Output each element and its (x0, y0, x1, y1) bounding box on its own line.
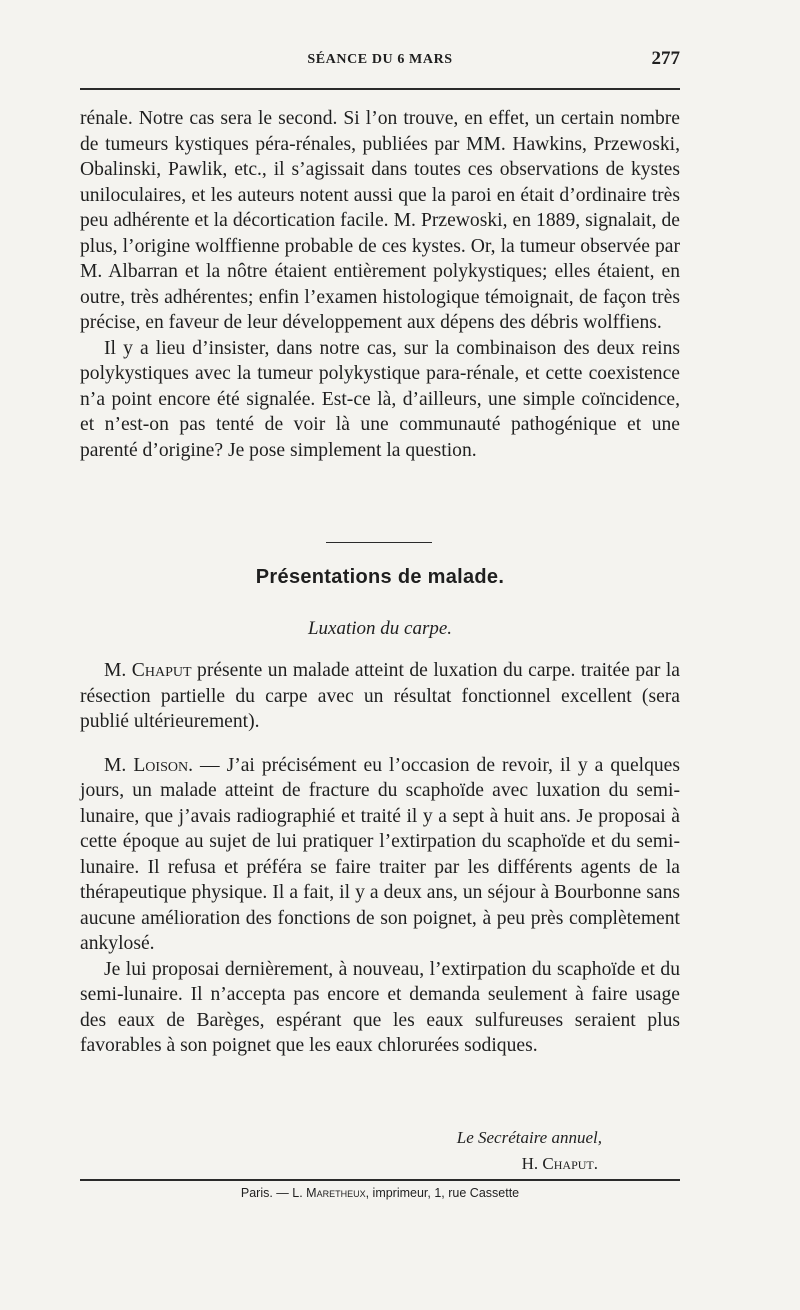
imprint-suffix: , imprimeur, 1, rue Cassette (365, 1186, 520, 1200)
signature-name: H. Chaput. (521, 1154, 598, 1173)
section-divider (326, 542, 432, 543)
paragraph-loison-continued: Je lui proposai dernièrement, à nouveau, l’extirpation du scaphoïde et du semi-lunaire. Il n’accepta pas encore et demanda seulement à faire usage des eaux de Barèges, espérant que les eaux sulfureuses seraient plus favorables à son poignet que les eaux chlorurées sodiques. (80, 958, 680, 1056)
loison-statement: — J’ai précisément eu l’occasion de revoir, il y a quelques jours, un malade atteint de fracture du scaphoïde avec luxation du semi-lunaire, que j’avais radiographié et traité il y a sept à huit ans. Je proposai à cette époque au sujet de lui pratiquer l’extirpation du scaphoïde et du semi-lunaire. Il refusa et préféra se faire traiter par les différents agents de la thérapeutique physique. Il a fait, il y a deux ans, un séjour à Bourbonne sans aucune amélioration des fonctions de son poignet, à peu près complètement ankylosé. (80, 754, 681, 954)
page-number: 277 (651, 48, 680, 69)
printed-page (80, 0, 680, 1310)
imprint-prefix: Paris. — L. (240, 1186, 307, 1200)
running-head (80, 46, 680, 74)
signature-block (457, 1125, 602, 1177)
subsection-title: Luxation du carpe. (307, 618, 453, 639)
chaput-statement: présente un malade atteint de luxation du carpe. traitée par la résection partielle du carpe avec un résultat fonctionnel excellent (sera publié ultérieurement). (80, 660, 680, 732)
section-body (80, 658, 680, 1059)
paragraph-chaput (80, 658, 680, 735)
speaker-loison: M. Loison. (104, 754, 193, 776)
printer-imprint (80, 1186, 680, 1200)
header-rule (80, 88, 680, 90)
signature-role: Le Secrétaire annuel, (456, 1128, 602, 1147)
speaker-chaput: M. Chaput (104, 660, 192, 681)
paragraph-renale: rénale. Notre cas sera le second. Si l’on trouve, en effet, un certain nombre de tumeurs kystiques péra-rénales, publiées par MM. Hawkins, Przewoski, Obalinski, Pawlik, etc., il s’agissait dans toutes ces observations de kystes uniloculaires, et les auteurs notent aussi que la paroi en était d’ordinaire très peu adhérente et la décortication facile. M. Przewoski, en 1889, signalait, de plus, l’origine wolffienne probable de ces kystes. Or, la tumeur observée par M. Albarran et la nôtre étaient entièrement polykystiques; elles étaient, en outre, très adhérentes; enfin l’examen histologique témoignait, de façon très précise, en faveur de leur développement aux dépens des débris wolffiens. (80, 108, 680, 333)
printer-name: Maretheux (306, 1186, 366, 1200)
running-title: SÉANCE DU 6 MARS (307, 52, 453, 67)
paragraph-combinaison: Il y a lieu d’insister, dans notre cas, sur la combinaison des deux reins polykystiques avec la tumeur polykystique para-rénale, et cette coexistence n’a point encore été signalée. Est-ce là, d’ailleurs, une simple coïncidence, et n’est-on pas tenté de voir là une communauté pathogénique et une parenté d’origine? Je pose simplement la question. (80, 337, 680, 461)
section-title: Présentations de malade. (255, 566, 505, 588)
continued-text (80, 106, 680, 463)
footer-rule (80, 1179, 680, 1181)
paragraph-loison (80, 753, 680, 957)
